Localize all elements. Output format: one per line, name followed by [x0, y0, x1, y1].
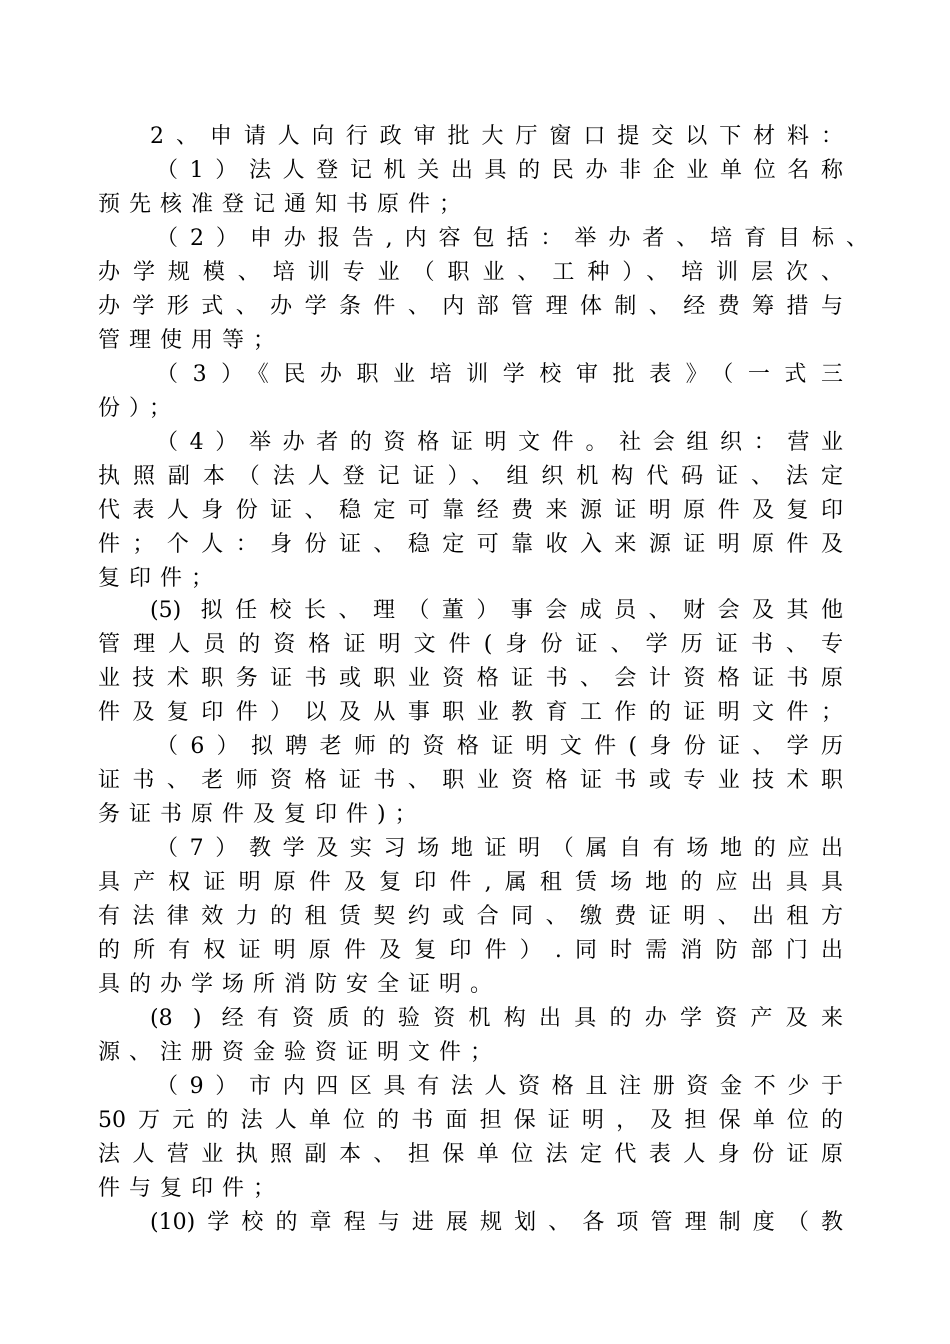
- text-line: 有法律效力的租赁契约或合同、缴费证明、出租方: [98, 904, 843, 929]
- text-line: 的所有权证明原件及复印件）.同时需消防部门出: [98, 938, 843, 963]
- text-line: (8 ) 经有资质的验资机构出具的办学资产及来: [150, 1006, 843, 1031]
- text-line: 源、注册资金验资证明文件；: [98, 1040, 502, 1065]
- text-line: （9）市内四区具有法人资格且注册资金不少于: [156, 1074, 843, 1099]
- text-line: （7）教学及实习场地证明（属自有场地的应出: [156, 836, 843, 861]
- text-line: 办学形式、办学条件、内部管理体制、经费筹措与: [98, 294, 843, 319]
- text-line: 预先核准登记通知书原件；: [98, 192, 471, 217]
- text-line: 复印件；: [98, 566, 223, 591]
- text-line: 办学规模、培训专业（职业、工种）、培训层次、: [98, 260, 843, 285]
- text-line: 代表人身份证、稳定可靠经费来源证明原件及复印: [98, 498, 843, 523]
- text-line: 2、申请人向行政审批大厅窗口提交以下材料：: [150, 124, 843, 149]
- text-line: 管理使用等；: [98, 328, 285, 353]
- text-line: 具的办学场所消防安全证明。: [98, 972, 502, 997]
- text-line: (10)学校的章程与进展规划、各项管理制度（教: [150, 1210, 843, 1235]
- text-line: 件及复印件）以及从事职业教育工作的证明文件；: [98, 700, 843, 725]
- text-line: 法人营业执照副本、担保单位法定代表人身份证原: [98, 1142, 843, 1167]
- text-line: 件与复印件；: [98, 1176, 285, 1201]
- text-line: 执照副本（法人登记证）、组织机构代码证、法定: [98, 464, 843, 489]
- text-line: 证书、老师资格证书、职业资格证书或专业技术职: [98, 768, 843, 793]
- text-line: 件；个人：身份证、稳定可靠收入来源证明原件及: [98, 532, 843, 557]
- text-line: 业技术职务证书或职业资格证书、会计资格证书原: [98, 666, 843, 691]
- text-line: （3）《民办职业培训学校审批表》（一式三: [156, 362, 843, 387]
- text-line: (5) 拟任校长、理（董）事会成员、财会及其他: [150, 598, 843, 623]
- text-line: （6）拟聘老师的资格证明文件(身份证、学历: [156, 734, 843, 759]
- text-line: （4）举办者的资格证明文件。社会组织：营业: [156, 430, 843, 455]
- text-line: 管理人员的资格证明文件(身份证、学历证书、专: [98, 632, 843, 657]
- text-line: 50万元的法人单位的书面担保证明，及担保单位的: [98, 1108, 843, 1133]
- text-line: （1）法人登记机关出具的民办非企业单位名称: [156, 158, 843, 183]
- text-line: （2）申办报告,内容包括：举办者、培育目标、: [156, 226, 868, 251]
- text-line: 务证书原件及复印件)；: [98, 802, 426, 827]
- text-line: 具产权证明原件及复印件,属租赁场地的应出具具: [98, 870, 843, 895]
- text-line: 份）；: [98, 396, 181, 421]
